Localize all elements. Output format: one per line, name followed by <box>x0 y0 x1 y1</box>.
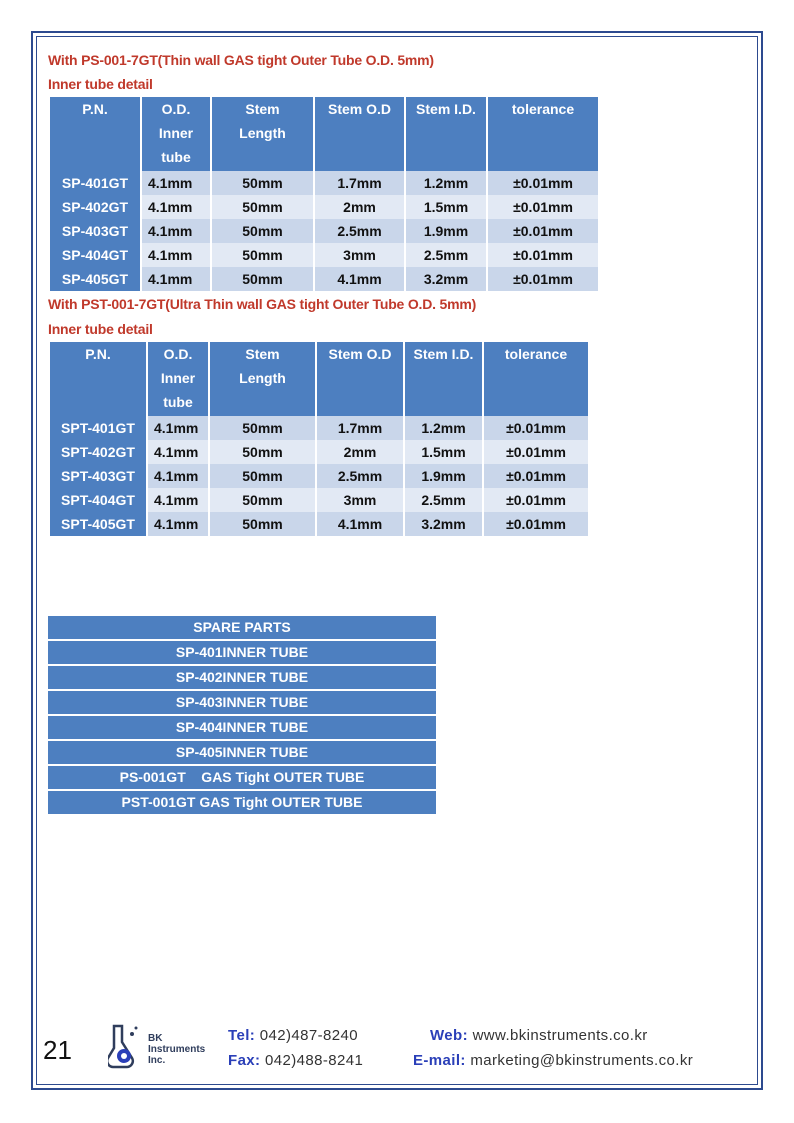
table-cell: 2.5mm <box>317 464 403 488</box>
contact-email[interactable]: E-mail: marketing@bkinstruments.co.kr <box>413 1052 694 1069</box>
column-header: tolerance <box>488 97 598 171</box>
table-cell: 3mm <box>317 488 403 512</box>
table-cell: 2.5mm <box>315 219 404 243</box>
table-cell: 4.1mm <box>315 267 404 291</box>
table-row <box>50 267 598 291</box>
table-cell: 1.7mm <box>315 171 404 195</box>
table-cell: 4.1mm <box>148 488 208 512</box>
table-cell: ±0.01mm <box>488 219 598 243</box>
table-cell: 4.1mm <box>148 464 208 488</box>
part-number-cell: SPT-402GT <box>50 440 146 464</box>
table-cell: 2.5mm <box>406 243 486 267</box>
table-cell: 4.1mm <box>142 243 210 267</box>
table-cell: 2mm <box>315 195 404 219</box>
logo-wordmark: BK Instruments Inc. <box>148 1033 206 1066</box>
part-number-cell: SPT-405GT <box>50 512 146 536</box>
table-row <box>50 512 588 536</box>
column-header: tolerance <box>484 342 588 416</box>
table-header-row <box>50 342 588 416</box>
table-cell: 50mm <box>212 219 313 243</box>
spare-part-item: SP-402INNER TUBE <box>48 666 436 689</box>
table-cell: ±0.01mm <box>488 243 598 267</box>
table-cell: 50mm <box>210 512 315 536</box>
column-header: Stem I.D. <box>405 342 482 416</box>
table-cell: 1.9mm <box>405 464 482 488</box>
inner-tube-table-pst <box>48 342 590 536</box>
table-cell: 50mm <box>212 267 313 291</box>
table-cell: 50mm <box>212 171 313 195</box>
column-header: P.N. <box>50 342 146 416</box>
table-cell: ±0.01mm <box>484 488 588 512</box>
part-number-cell: SP-405GT <box>50 267 140 291</box>
table-cell: 1.5mm <box>406 195 486 219</box>
spare-part-item: SP-405INNER TUBE <box>48 741 436 764</box>
table-cell: 4.1mm <box>317 512 403 536</box>
column-header: O.D. Inner tube <box>142 97 210 171</box>
table-cell: ±0.01mm <box>488 195 598 219</box>
spare-parts-list <box>48 616 436 816</box>
page-number: 21 <box>43 1035 72 1065</box>
table-cell: ±0.01mm <box>484 464 588 488</box>
section2-subtitle: Inner tube detail <box>48 321 153 337</box>
contact-fax: Fax: 042)488-8241 <box>228 1052 364 1069</box>
table-header-row <box>50 97 598 171</box>
table-cell: 3.2mm <box>406 267 486 291</box>
table-row <box>50 243 598 267</box>
table-cell: 50mm <box>210 440 315 464</box>
table-cell: 4.1mm <box>142 219 210 243</box>
contact-tel: Tel: 042)487-8240 <box>228 1027 358 1044</box>
inner-tube-table-ps <box>48 97 600 291</box>
table-cell: 1.9mm <box>406 219 486 243</box>
table-cell: 1.2mm <box>406 171 486 195</box>
table-row <box>50 464 588 488</box>
spare-part-item: SP-404INNER TUBE <box>48 716 436 739</box>
column-header: P.N. <box>50 97 140 171</box>
table-cell: 4.1mm <box>142 267 210 291</box>
table-cell: 1.7mm <box>317 416 403 440</box>
table-cell: 4.1mm <box>148 440 208 464</box>
table-cell: ±0.01mm <box>488 267 598 291</box>
table-cell: 50mm <box>210 416 315 440</box>
table-cell: 2mm <box>317 440 403 464</box>
table-cell: 4.1mm <box>142 195 210 219</box>
column-header: Stem Length <box>212 97 313 171</box>
table-row <box>50 488 588 512</box>
spare-part-item: SP-403INNER TUBE <box>48 691 436 714</box>
part-number-cell: SP-401GT <box>50 171 140 195</box>
section1-title: With PS-001-7GT(Thin wall GAS tight Outer Tube O.D. 5mm) <box>48 52 434 68</box>
part-number-cell: SPT-401GT <box>50 416 146 440</box>
table-cell: 1.2mm <box>405 416 482 440</box>
flask-logo-icon <box>108 1022 148 1072</box>
part-number-cell: SP-402GT <box>50 195 140 219</box>
part-number-cell: SPT-404GT <box>50 488 146 512</box>
table-cell: 3mm <box>315 243 404 267</box>
column-header: Stem O.D <box>317 342 403 416</box>
part-number-cell: SP-404GT <box>50 243 140 267</box>
table-cell: 4.1mm <box>148 512 208 536</box>
table-cell: 50mm <box>210 488 315 512</box>
column-header: O.D. Inner tube <box>148 342 208 416</box>
table-row <box>50 440 588 464</box>
section1-subtitle: Inner tube detail <box>48 76 153 92</box>
table-cell: ±0.01mm <box>484 440 588 464</box>
table-cell: 4.1mm <box>148 416 208 440</box>
contact-web[interactable]: Web: www.bkinstruments.co.kr <box>430 1027 648 1044</box>
table-row <box>50 171 598 195</box>
table-cell: 50mm <box>212 243 313 267</box>
table-row <box>50 219 598 243</box>
column-header: Stem O.D <box>315 97 404 171</box>
table-row <box>50 416 588 440</box>
table-cell: 1.5mm <box>405 440 482 464</box>
spare-part-item: PS-001GT GAS Tight OUTER TUBE <box>48 766 436 789</box>
table-cell: ±0.01mm <box>488 171 598 195</box>
table-cell: 50mm <box>210 464 315 488</box>
table-cell: ±0.01mm <box>484 512 588 536</box>
column-header: Stem Length <box>210 342 315 416</box>
table-cell: 4.1mm <box>142 171 210 195</box>
spare-part-item: PST-001GT GAS Tight OUTER TUBE <box>48 791 436 814</box>
table-cell: ±0.01mm <box>484 416 588 440</box>
spare-parts-header: SPARE PARTS <box>48 616 436 639</box>
table-cell: 3.2mm <box>405 512 482 536</box>
table-cell: 2.5mm <box>405 488 482 512</box>
part-number-cell: SPT-403GT <box>50 464 146 488</box>
section2-title: With PST-001-7GT(Ultra Thin wall GAS tight Outer Tube O.D. 5mm) <box>48 296 477 312</box>
part-number-cell: SP-403GT <box>50 219 140 243</box>
table-row <box>50 195 598 219</box>
spare-part-item: SP-401INNER TUBE <box>48 641 436 664</box>
column-header: Stem I.D. <box>406 97 486 171</box>
table-cell: 50mm <box>212 195 313 219</box>
